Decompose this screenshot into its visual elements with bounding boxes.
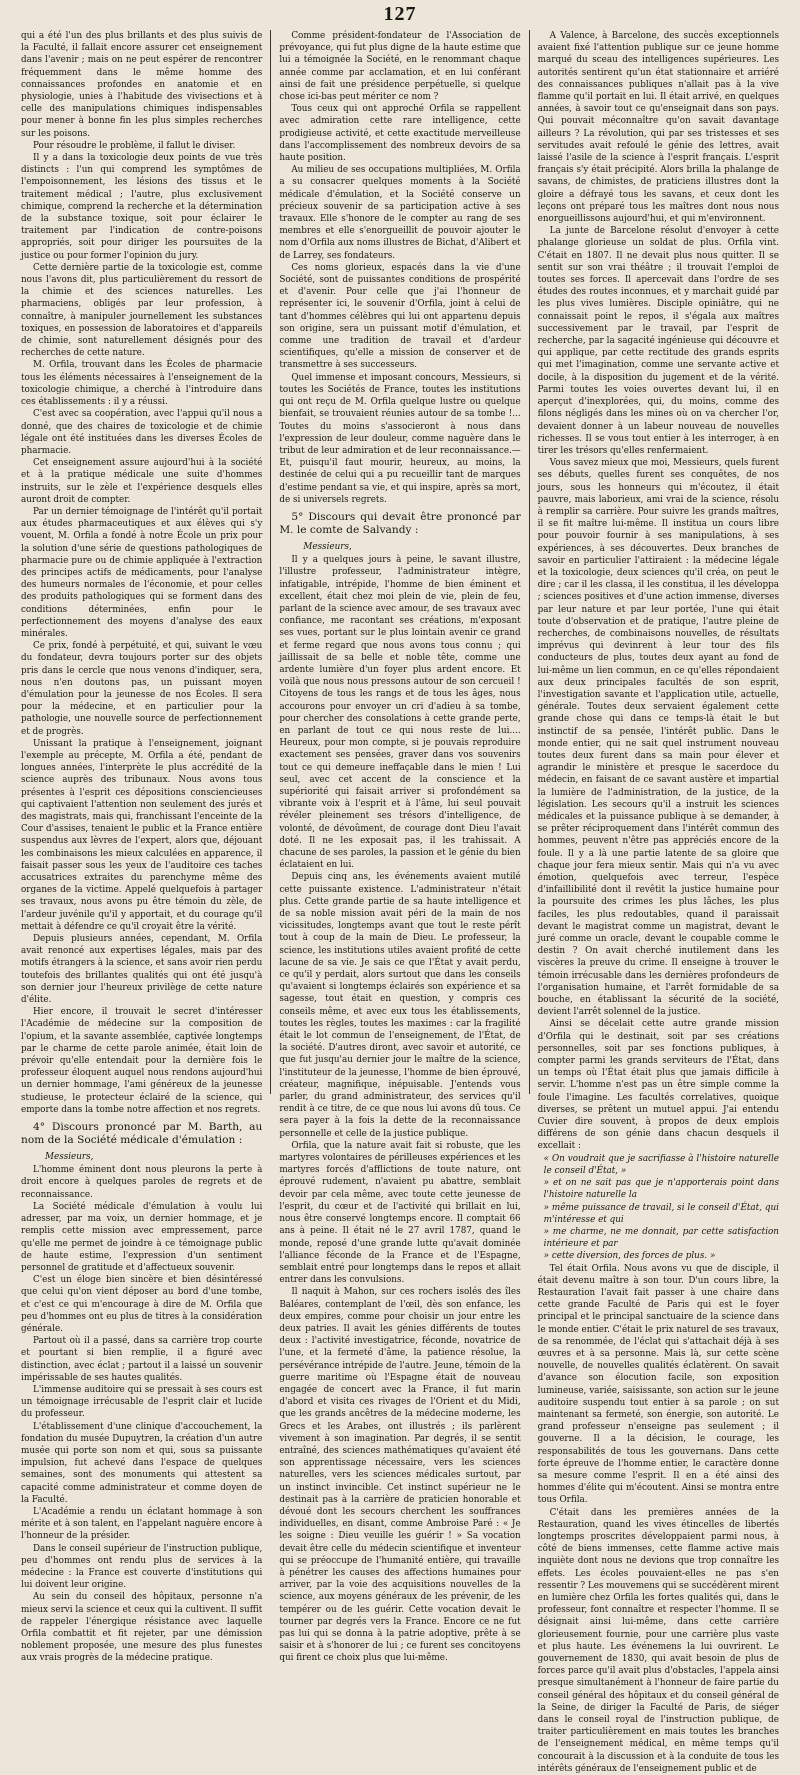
column-divider [529,30,530,1094]
paragraph: Au milieu de ses occupations multipliées, M. Orfila a su consacrer quelques moments à la Société médicale d'émulation, et la Société conserve un précieux souvenir de sa participation active à ses travaux. Elle s'honore de le compter au rang de ses membres et elle s'enorgueillit de pouvoir ajouter le nom d'Orfila aux noms illustres de Bichat, d'Alibert et de Larrey, ses fondateurs. [279,165,521,261]
paragraph: Au sein du conseil des hôpitaux, personne n'a mieux servi la science et ceux qui la cultivent. Il suffit de rappeler l'énergique résistance avec laquelle Orfila combattit et fit rejeter, par une démission noblement proposée, une mesure des plus funestes aux vrais progrès de la médecine pratique. [21,1592,263,1664]
paragraph: Partout où il a passé, dans sa carrière trop courte et pourtant si bien remplie, il a figuré avec distinction, avec éclat ; partout il a laissé un souvenir impérissable de ses hautes qualités. [21,1336,263,1383]
section-heading: 4° Discours prononcé par M. Barth, au nom de la Société médicale d'émulation : [21,1121,263,1147]
column-2 [272,30,527,1664]
paragraph: Ces noms glorieux, espacés dans la vie d'une Société, sont de puissantes conditions de prospérité et d'avenir. Pour celle que j'ai l'honneur de représenter ici, le souvenir d'Orfila, joint à celui de tant d'hommes célèbres qui lui ont appartenu depuis son origine, sera un puissant motif d'émulation, et comme une tradition de travail et d'ardeur scientifiques, qu'elle a mission de conserver et de transmettre à ses successeurs. [279,262,521,371]
paragraph: L'Académie a rendu un éclatant hommage à son mérite et à son talent, en l'appelant naguère encore à l'honneur de la présider. [21,1506,263,1542]
paragraph: qui a été l'un des plus brillants et des plus suivis de la Faculté, il fallait encore assurer cet enseignement dans l'avenir ; mais on ne peut espérer de rencontrer fréquemment dans le même homme des connaissances profondes en anatomie et en physiologie, unies à l'habitude des vivisections et à celle des manipulations chimiques indispensables pour mener à bonne fin les plus simples recherches sur les poisons. [21,31,263,139]
quote-line: » même puissance de travail, si le conseil d'État, qui m'intéresse et qui [543,1202,779,1225]
paragraph: Vous savez mieux que moi, Messieurs, quels furent ses débuts, quelles furent ses conquêtes, de nos jours, sous les honneurs qui m'écoutez, il était pauvre, mais laborieux, ami vrai de la science, résolu à remplir sa carrière. Pour suivre les grands maîtres, il se fit maître lui-même. Il institua un cours libre pour pouvoir fournir à ses manipulations, à ses expériences, à ses découvertes. Deux branches de savoir en particulier l'attiraient : la médecine légale et la toxicologie, deux sciences qu'il créa, on peut le dire ; car il les classa, il les constitua, il les développa ; sciences positives et d'une action immense, diverses par leur nature et par leur portée, l'une qui était toute d'observation et de pratique, l'autre pleine de recherches, de combinaisons nouvelles, de résultats imprévus qui devinrent à leur tour des fils conducteurs de plus, toutes deux ayant au fond de lui-même un lien commun, en ce qu'elles répondaient aux deux principales facultés de son esprit, l'investigation savante et l'application utile, actuelle, générale. Toutes deux servaient également cette grande chose qui dans ce temps-là était le but instinctif de sa pensée, l'intérêt public. Dans le monde entier, qui ne sait quel instrument nouveau toutes deux furent dans sa main pour élever et agrandir le ministère et presque le sacerdoce du médecin, en faisant de ce savant austère et impartial la lumière de l'administration, de la justice, de la législation. Les secours qu'il a instruit les sciences médicales et la puissance publique à se demander, à se prêter réciproquement dans l'intérêt commun des hommes, peuvent n'être pas appréciés encore de la foule. Il y a là une partie latente de sa gloire que chaque jour fera mieux sentir. Mais qui n'a vu avec émotion, quelquefois avec terreur, l'espèce d'infaillibilité dont il revêtit la justice humaine pour la poursuite des crimes les plus lâches, les plus faciles, les plus redoutables, quand il paraissait devant le magistrat comme un magistrat, devant le juré comme un oracle, devant le coupable comme le destin ? On avait cherché inutilement dans les viscères la preuve du crime. Il enseigne à trouver le témoin irrécusable dans les dernières profondeurs de l'organisation humaine, et l'arrêt formidable de sa bouche, en établissant la sécurité de la société, devient l'arrêt solennel de la justice. [537,458,779,1018]
paragraph: Ainsi se décelait cette autre grande mission d'Orfila qui le destinait, soit par ses créations personnelles, soit par ses fonctions publiques, à compter parmi les grands serviteurs de l'État, dans un temps où l'État était plus que jamais difficile à servir. L'homme n'est pas un être simple comme la foule l'imagine. Les facultés correlatives, quoique diverses, se prêtent un mutuel appui. J'ai entendu Cuvier dire souvent, à propos de deux emplois différens de son génie dans chacun desquels il excellait : [537,1019,779,1152]
paragraph: Orfila, que la nature avait fait si robuste, que les martyres volontaires de périlleuses expériences et les martyres forcés d'afflictions de toute nature, ont éprouvé rudement, n'avaient pu abattre, semblait devoir par cela même, avec toute cette jeunesse de l'esprit, du cœur et de l'activité qui brillait en lui, nous être conservé longtemps encore. Il comptait 66 ans à peine. Il était né le 27 avril 1787, quand le monde, reposé d'une grande lutte qu'avait dominée l'alliance féconde de la France et de l'Espagne, semblait entré pour longtemps dans le repos et allait entrer dans les convulsions. [279,1140,521,1286]
column-1 [14,30,269,1664]
column-divider [270,30,271,1094]
paragraph: C'est un éloge bien sincère et bien désintéressé que celui qu'on vient déposer au bord d'une tombe, et c'est ce qui m'encourage à dire de M. Orfila que peu d'hommes ont eu plus de titres à la considération générale. [21,1275,263,1334]
paragraph: Depuis plusieurs années, cependant, M. Orfila avait renoncé aux expertises légales, mais par des motifs étrangers à la science, et sans avoir rien perdu toutefois des brillantes qualités qui ont été jusqu'à son dernier jour l'heureux privilège de cette nature d'élite. [21,934,263,1006]
paragraph: C'est avec sa coopération, avec l'appui qu'il nous a donné, que des chaires de toxicologie et de chimie légale ont été instituées dans les diverses Écoles de pharmacie. [21,409,263,456]
quote-line: » me charme, ne me donnait, par cette satisfaction intérieure et par [543,1226,779,1250]
salutation: Messieurs, [303,541,352,552]
paragraph: La Société médicale d'émulation à voulu lui adresser, par ma voix, un dernier hommage, et je remplis cette mission avec empressement, parce qu'elle me permet de joindre à ce témoignage public de haute estime, l'expression d'un sentiment personnel de gratitude et d'affectueux souvenir. [21,1201,263,1273]
quote-line: » et on ne sait pas que je n'apporterais point dans l'histoire naturelle la [543,1178,779,1201]
paragraph: C'était dans les premières années de la Restauration, quand les vives étincelles de libertés longtemps proscrites développaient parmi nous, à côté de biens immenses, cette flamme active mais inquiète dont nous ne devions que trop connaître les effets. Les écoles pouvaient-elles ne pas s'en ressentir ? Les mouvemens qui se succédèrent mirent en lumière chez Orfila les fortes qualités qui, dans le professeur, font connaître et respecter l'homme. Il se désignait ainsi lui-même, dans cette carrière glorieusement fournie, pour une carrière plus vaste et plus haute. Les événemens la lui ouvrirent. Le gouvernement de 1830, qui avait besoin de plus de forces parce qu'il avait plus d'obstacles, l'appela ainsi presque simultanément à l'honneur de faire partie du conseil général des hôpitaux et du conseil général de la Seine, de diriger la Faculté de Paris, de siéger dans le conseil royal de l'instruction publique, de traiter particulièrement en mais toutes les branches de l'enseignement médical, en même temps qu'il concourait à la discussion et à la conduite de tous les intérêts généraux de l'enseignement public et de [537,1507,779,1774]
paragraph: A Valence, à Barcelone, des succès exceptionnels avaient fixé l'attention publique sur ce jeune homme marqué du sceau des intelligences supérieures. Les autorités sentirent qu'un état stationnaire et arriéré des connaissances publiques n'allait pas à la vive flamme qu'il portait en lui. Il était arrivé, en quelques années, à savoir tout ce qu'enseignait dans son pays. Qui pouvait méconnaître qu'on savait davantage ailleurs ? La révolution, qui par ses tristesses et ses servitudes avait refoulé le génie des lettres, avait laissé l'asile de la science à l'esprit français. L'esprit français s'y était précipité. Alors brilla la phalange de savans, de chimistes, de praticiens illustres dont la gloire a défrayé tous les savans, et ceux dont les leçons ont préparé tous les maîtres dont nous nous enorgueillissons aujourd'hui, et qui m'environnent. [537,31,779,225]
paragraph: Cet enseignement assure aujourd'hui à la société et à la pratique médicale une suite d'hommes instruits, sur le zèle et l'expérience desquels elles auront droit de compter. [21,458,263,505]
paragraph: Tel était Orfila. Nous avons vu que de disciple, il était devenu maître à son tour. D'un cours libre, la Restauration l'avait fait passer à une chaire dans cette grande Faculté de Paris qui est le foyer principal et le principal sanctuaire de la science dans le monde entier. C'était le prix naturel de ses travaux, de sa renommée, de l'éclat qui s'attachait déjà à ses œuvres et à sa personne. Mais là, sur cette scène nouvelle, de nouvelles qualités éclatèrent. On savait d'avance son élocution facile, son exposition lumineuse, variée, saisissante, son action sur le jeune auditoire suspendu tout entier à sa parole ; on sut maintenant sa fermeté, son énergie, son autorité. Le grand professeur n'enseigne pas seulement ; il gouverne. Il a la décision, le courage, les responsabilités de tous les gouvernans. Dans cette forte épreuve de l'homme entier, le caractère donne sa mesure comme l'esprit. Il en a été ainsi des hommes d'élite qui m'écoutent. Ainsi se montra entre tous Orfila. [537,1263,779,1506]
paragraph: L'immense auditoire qui se pressait à ses cours est un témoignage irrécusable de l'esprit clair et lucide du professeur. [21,1384,263,1420]
page-number: 127 [383,3,417,25]
paragraph: L'établissement d'une clinique d'accouchement, la fondation du musée Dupuytren, la création d'un autre musée qui porte son nom et qui, sous sa puissante impulsion, fut achevé dans l'espace de quelques semaines, sont des monuments qui attestent sa capacité comme administrateur et comme doyen de la Faculté. [21,1421,263,1505]
paragraph: Il y a dans la toxicologie deux points de vue très distincts : l'un qui comprend les symptômes de l'empoisonnement, les lésions des tissus et le traitement médical ; l'autre, plus exclusivement chimique, comprend la recherche et la détermination de la substance toxique, soit pour éclairer le traitement par l'indication de contre-poisons appropriés, soit pour diriger les poursuites de la justice ou pour former l'opinion du jury. [21,153,263,261]
column-3 [531,30,786,1774]
paragraph: Quel immense et imposant concours, Messieurs, si toutes les Sociétés de France, toutes les institutions qui ont reçu de M. Orfila quelque lustre ou quelque bienfait, se trouvaient réunies autour de sa tombe !... Toutes du moins s'associeront à nous dans l'expression de leur douleur, comme naguère dans le tribut de leur admiration et de leur reconnaissance.— Et, puisqu'il faut mourir, heureux, au moins, la destinée de celui qui a pu recueillir tant de marques d'estime pendant sa vie, et qui inspire, après sa mort, de si universels regrets. [279,372,521,505]
paragraph: Pour résoudre le problème, il fallut le diviser. [33,140,236,151]
paragraph: Unissant la pratique à l'enseignement, joignant l'exemple au précepte, M. Orfila a été, pendant de longues années, l'interprète le plus accrédité de la science auprès des tribunaux. Nous avons tous présentes à l'esprit ces dépositions consciencieuses qui captivaient l'attention non seulement des jurés et des magistrats, mais qui, franchissant l'enceinte de la Cour d'assises, tenaient le public et la France entière suspendus aux lèvres de l'expert, alors que, déjouant les combinaisons les mieux calculées en apparence, il faisait passer sous les yeux de l'auditoire ces taches accusatrices extraites du parenchyme même des organes de la victime. Appelé quelquefois à partager ses travaux, nous avons pu être témoin du zèle, de l'ardeur juvénile qu'il y apportait, et du courage qu'il mettait à défendre ce qu'il croyait être la vérité. [21,738,263,932]
paragraph: Ce prix, fondé à perpétuité, et qui, suivant le vœu du fondateur, devra toujours porter sur des objets pris dans le cercle que nous venons d'indiquer, sera, nous n'en doutons pas, un puissant moyen d'émulation pour la jeunesse de nos Écoles. Il sera pour la médecine, et en particulier pour la pathologie, une nouvelle source de perfectionnement et de progrès. [21,641,263,737]
section-heading: 5° Discours qui devait être prononcé par M. le comte de Salvandy : [279,510,521,536]
paragraph: Il y a quelques jours à peine, le savant illustre, l'illustre professeur, l'administrateur intègre, infatigable, intrépide, l'homme de bien éminent et excellent, était chez moi plein de vie, plein de feu, parlant de la science avec amour, de ses travaux avec confiance, me racontant ses créations, m'exposant ses vues, portant sur le plus lointain avenir ce grand et ferme regard que nous avons tous connu ; qui jaillissait de sa belle et noble tête, comme une ardente lumière d'un foyer plus ardent encore. Et voilà que nous nous pressons autour de son cercueil ! Citoyens de tous les rangs et de tous les âges, nous accourons pour envoyer un cri d'adieu à sa tombe, pour chercher des consolations à cette grande perte, en parlant de tout ce qui nous reste de lui.... Heureux, pour mon compte, si je pouvais reproduire exactement ses pensées, graver dans vos souvenirs tout ce qui demeure ineffaçable dans le mien ! Lui seul, avec cet accent de la conscience et la supériorité qui faisait arriver si profondément sa vibrante voix à l'esprit et à l'âme, lui seul pouvait révéler pleinement ses trésors d'intelligence, de volonté, de dévoûment, de courage dont Dieu l'avait doté. Il ne les exposait pas, il les trahissait. A chacune de ses paroles, la passion et le génie du bien éclataient en lui. [279,555,521,871]
paragraph: L'homme éminent dont nous pleurons la perte à droit encore à quelques paroles de regrets et de reconnaissance. [21,1165,263,1200]
paragraph: Comme président-fondateur de l'Association de prévoyance, qui fut plus digne de la haute estime que lui a témoignée la Société, en le renommant chaque année comme par acclamation, et en lui conférant ainsi de fait une présidence perpétuelle, si quelque chose ici-bas peut mériter ce nom ? [279,31,521,103]
paragraph: Depuis cinq ans, les événements avaient mutilé cette puissante existence. L'administrateur n'était plus. Cette grande partie de sa haute intelligence et de sa noble mission avait péri de la main de nos vicissitudes, longtemps avant que tout le reste pérît tout à coup de la main de Dieu. Le professeur, la science, les institutions utiles avaient profité de cette lacune de sa vie. Je sais ce que l'État y avait perdu, ce qu'il y perdait, alors surtout que dans les conseils qu'avaient si longtemps éclairés son expérience et sa sagesse, tout était en question, y compris ces conseils même, et avec eux tous les établissements, toutes les règles, toutes les maximes : car la fragilité était le lot commun de l'enseignement, de l'État, de la société. D'autres diront, avec savoir et autorité, ce que fut jusqu'au dernier jour le maître de la science, l'instituteur de la jeunesse, l'homme de bien éprouvé, créateur, magnifique, inépuisable. J'entends vous parler, du grand administrateur, des services qu'il rendit à ce titre, de ce que nous lui avons dû tous. Ce sera payer à la fois la dette de la reconnaissance personnelle et celle de la justice publique. [279,872,521,1139]
text-columns [14,30,786,1774]
paragraph: M. Orfila, trouvant dans les Écoles de pharmacie tous les éléments nécessaires à l'enseignement de la toxicologie chimique, a cherché à l'introduire dans ces établissements : il y a réussi. [21,360,263,408]
paragraph: Tous ceux qui ont approché Orfila se rappellent avec admiration cette rare intelligence, cette prodigieuse activité, et cette exactitude merveilleuse dans l'accomplissement des nombreux devoirs de sa haute position. [279,104,521,164]
paragraph: Hier encore, il trouvait le secret d'intéresser l'Académie de médecine sur la composition de l'opium, et la savante assemblée, captivée longtemps par le charme de cette parole animée, était loin de prévoir qu'elle entendait pour la dernière fois le professeur éloquent auquel nous rendons aujourd'hui un dernier hommage, l'ami généreux de la jeunesse studieuse, le protecteur éclairé de la science, qui emporte dans la tombe notre affection et nos regrets. [21,1007,263,1115]
paragraph: La junte de Barcelone résolut d'envoyer à cette phalange glorieuse un soldat de plus. Orfila vint. C'était en 1807. Il ne devait plus nous quitter. Il se sentit sur son vrai théâtre ; il trouvait l'emploi de toutes ses forces. Il apercevait dans l'ordre de ses études des routes inconnues, et y marchait guidé par les plus vives lumières. Disciple opiniâtre, qui ne connaissait point le repos, il s'égala aux maîtres successivement par le travail, par l'esprit de recherche, par la sagacité ingénieuse qui découvre et qui applique, par cette rectitude des grands esprits qui met l'imagination, comme une servante active et docile, à la disposition du jugement et de la vérité. Parmi toutes les voies ouvertes devant lui, il en aperçut d'inexplorées, qui, du moins, comme des filons négligés dans les mines où on va chercher l'or, devaient donner à un labeur nouveau de nouvelles richesses. Il se vous tout entier à les interroger, à en tirer les trésors qu'elles renfermaient. [537,226,779,456]
paragraph: Cette dernière partie de la toxicologie est, comme nous l'avons dit, plus particulièrement du ressort de la chimie et des sciences naturelles. Les pharmaciens, obligés par leur profession, à connaître, à manipuler journellement les substances toxiques, en possession de laboratoires et d'appareils de chimie, sont naturellement désignés pour des recherches de cette nature. [21,262,263,359]
salutation: Messieurs, [45,1152,94,1163]
quote-line: « On voudrait que je sacrifiasse à l'histoire naturelle le conseil d'État, » [543,1153,779,1176]
paragraph: Dans le conseil supérieur de l'instruction publique, peu d'hommes ont rendu plus de services à la médecine : la France est couverte d'institutions qui lui doivent leur origine. [21,1543,263,1591]
quote-line: » cette diversion, des forces de plus. » [543,1251,716,1262]
paragraph: Il naquit à Mahon, sur ces rochers isolés des îles Baléares, contemplant de l'œil, dès son enfance, les deux empires, comme pour choisir un jour entre les deux patries. Il avait les génies différents de toutes deux : l'activité investigatrice, féconde, novatrice de l'une, et la fermeté d'âme, la patience résolue, la persévérance intrépide de l'autre. Jeune, témoin de la guerre maritime où l'Espagne était de nouveau engagée de concert avec la France, il fut marin d'abord et visita ces rivages de l'Orient et du Midi, que les grands ancêtres de la médecine moderne, les Grecs et les Arabes, ont illustrés ; ils parlèrent vivement à son imagination. Par degrés, il se sentit entraîné, des sciences mathématiques qu'avaient été son apprentissage nécessaire, vers les sciences naturelles, vers les sciences médicales surtout, par un instinct invincible. Cet instinct supérieur ne le destinait pas à la carrière de praticien honorable et dévoué dont les secours cherchent les souffrances individuelles, en disant, comme Ambroise Paré : « Je les soigne : Dieu veuille les guérir ! » Sa vocation devait être celle du médecin scientifique et inventeur qui se préoccupe de l'humanité entière, qui travaille à pénétrer les causes des affections humaines pour arriver, par la voie des acquisitions nouvelles de la science, aux moyens généraux de les prévenir, de les tempérer ou de les guérir. Cette vocation devait le tourner par degrés vers la France. Encore ce ne fut pas lui qui se donna à la patrie adoptive, prête à se saisir et à s'honorer de lui ; ce furent ses concitoyens qui firent ce choix plus que lui-même. [279,1287,521,1664]
paragraph: Par un dernier témoignage de l'intérêt qu'il portait aux études pharmaceutiques et aux élèves qui s'y vouent, M. Orfila a fondé à notre École un prix pour la solution d'une série de questions pathologiques de pharmacie pure ou de chimie appliquée à l'extraction des principes actifs de médicaments, pour l'analyse des humeurs normales de l'économie, et pour celles des produits pathologiques qui se forment dans des conditions déterminées, enfin pour le perfectionnement des moyens d'analyse des eaux minérales. [21,506,263,639]
